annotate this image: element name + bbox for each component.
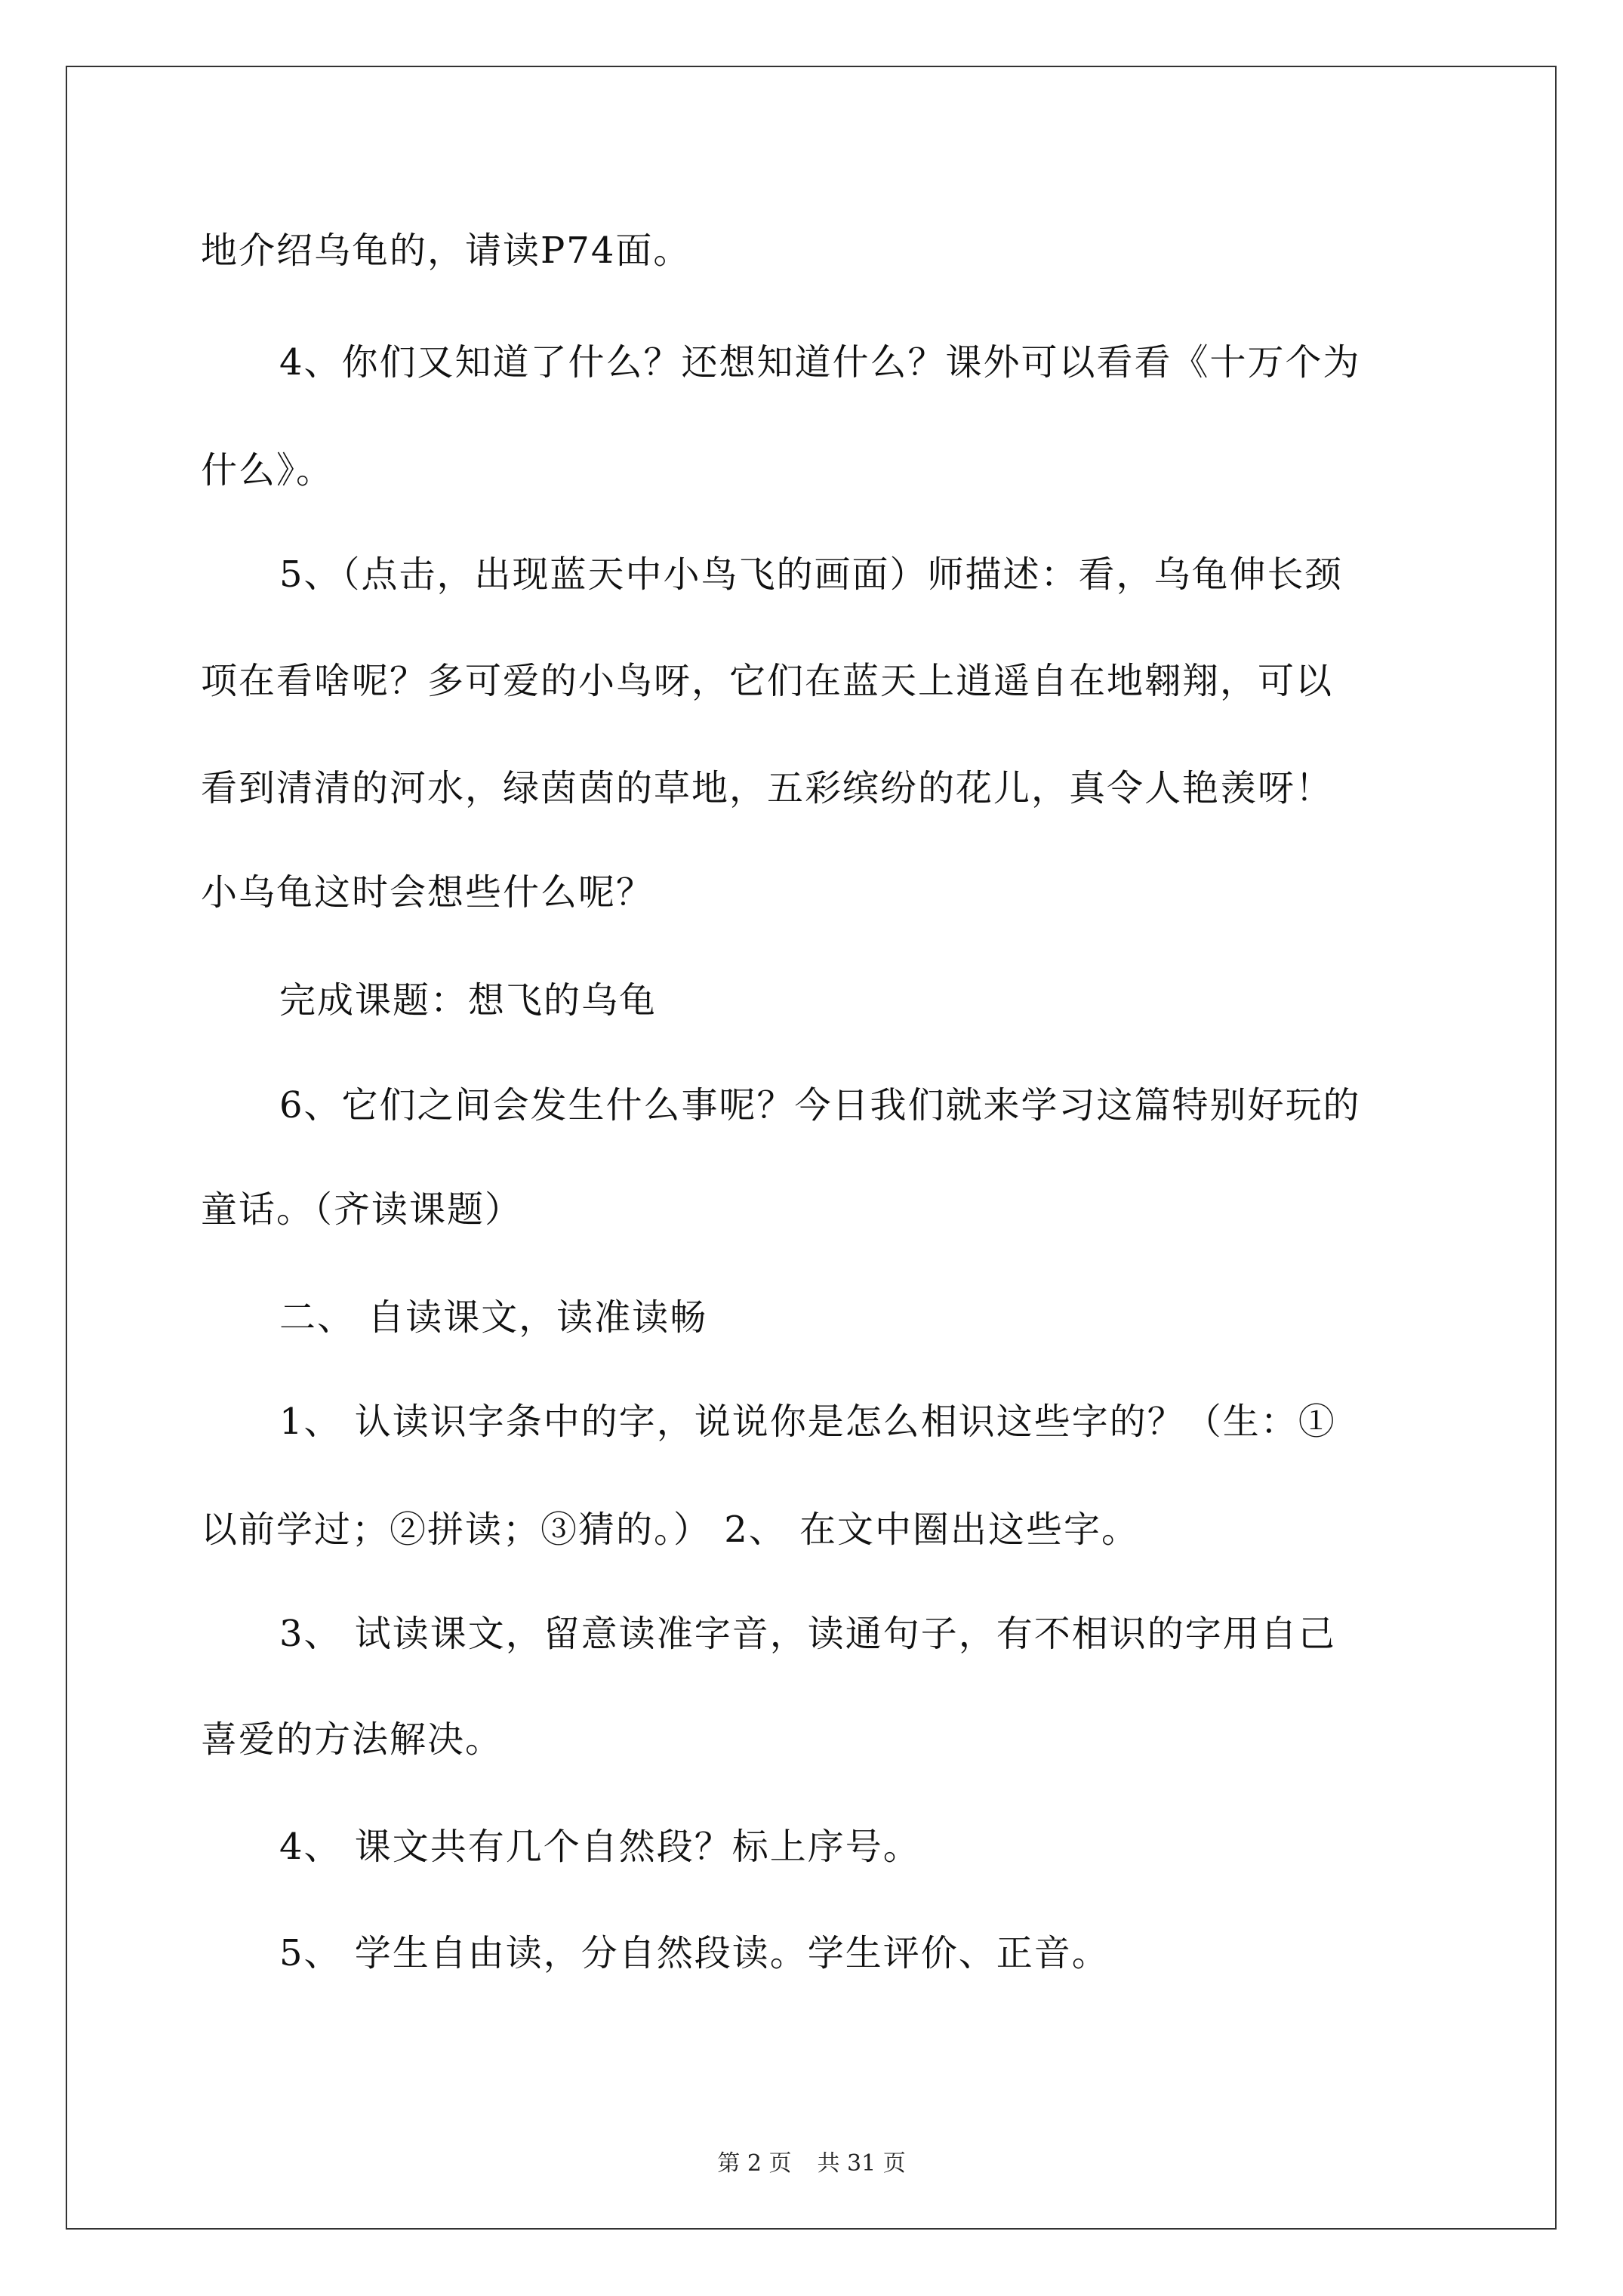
text-line: 5、（点击，出现蓝天中小鸟飞的画面）师描述：看，乌龟伸长颈	[279, 553, 1343, 596]
text-line: 以前学过；②拼读；③猜的。） 2、 在文中圈出这些字。	[201, 1509, 1140, 1551]
text-line: 完成课题：想飞的乌龟	[279, 979, 658, 1022]
text-line: 喜爱的方法解决。	[201, 1718, 504, 1761]
text-line: 1、 认读识字条中的字，说说你是怎么相识这些字的？（生：①	[279, 1401, 1336, 1443]
text-line: 小乌龟这时会想些什么呢？	[201, 871, 654, 914]
page-number: 第 2 页	[717, 2150, 792, 2177]
text-line: 地介绍乌龟的，请读P74面。	[201, 230, 691, 272]
text-line: 什么》。	[201, 449, 334, 492]
text-line: 项在看啥呢？多可爱的小鸟呀，它们在蓝天上逍遥自在地翱翔，可以	[201, 660, 1334, 702]
page-total: 共 31 页	[817, 2150, 906, 2177]
text-line: 5、 学生自由读，分自然段读。学生评价、正音。	[279, 1932, 1110, 1974]
page-border	[66, 66, 1557, 2230]
text-line: 4、你们又知道了什么？还想知道什么？课外可以看看《十万个为	[279, 341, 1361, 384]
text-line: 二、 自读课文，读准读畅	[279, 1296, 708, 1339]
text-line: 6、它们之间会发生什么事呢？今日我们就来学习这篇特别好玩的	[279, 1084, 1361, 1126]
text-line: 看到清清的河水，绿茵茵的草地，五彩缤纷的花儿，真令人艳羡呀！	[201, 767, 1334, 809]
text-line: 3、 试读课文，留意读准字音，读通句子，有不相识的字用自己	[279, 1613, 1336, 1655]
text-line: 4、 课文共有几个自然段？标上序号。	[279, 1826, 921, 1868]
text-line: 童话。（齐读课题）	[201, 1188, 523, 1231]
page-footer	[0, 2149, 1623, 2179]
